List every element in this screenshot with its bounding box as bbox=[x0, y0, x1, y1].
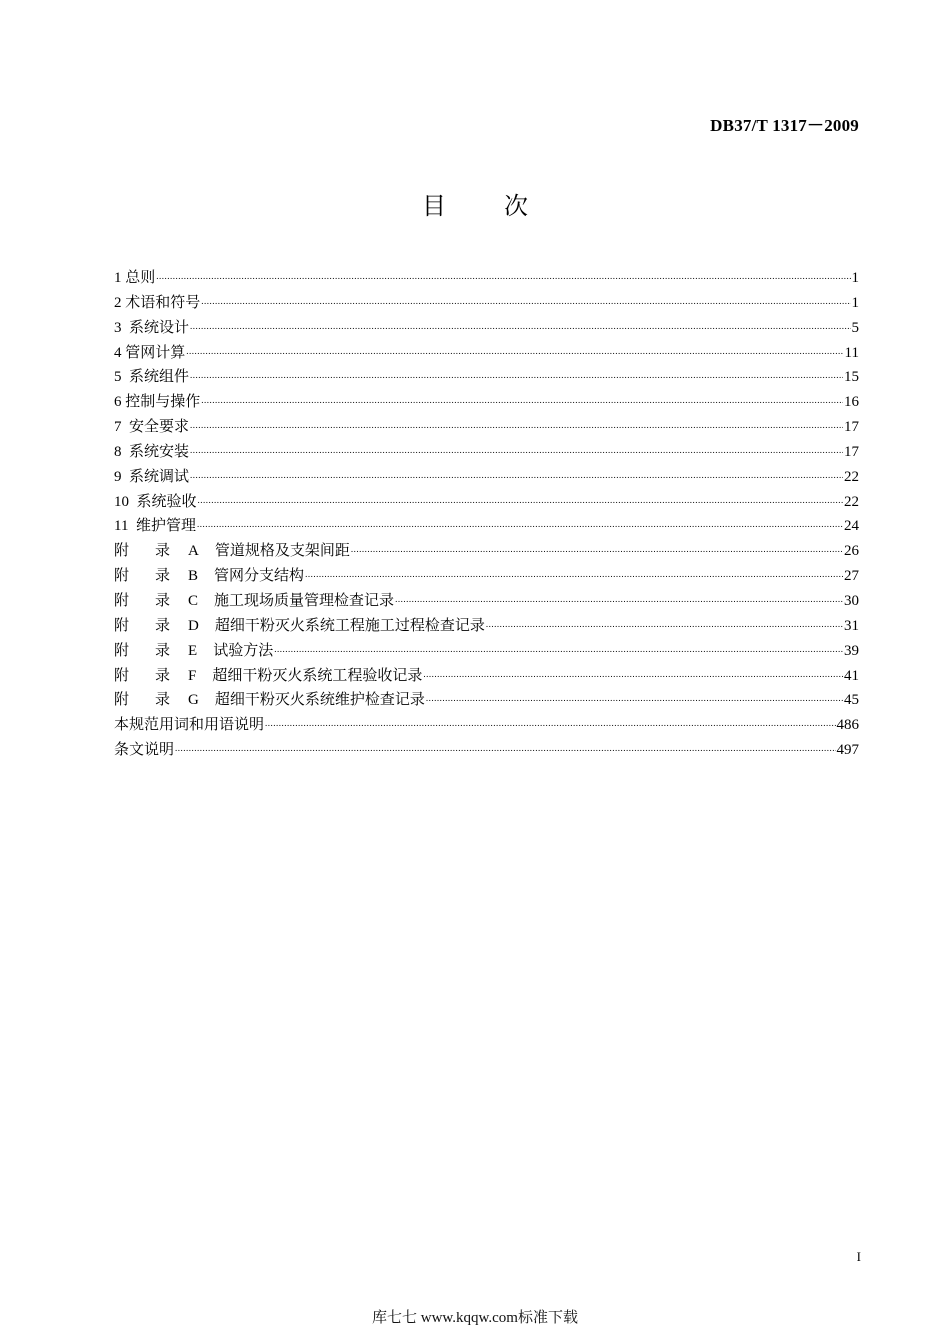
toc-page-number: 17 bbox=[844, 443, 859, 460]
leader-dots bbox=[265, 718, 835, 728]
toc-page-number: 41 bbox=[844, 667, 859, 684]
toc-label: 2 术语和符号 bbox=[114, 294, 201, 311]
leader-dots bbox=[190, 321, 850, 331]
toc-entry-1[interactable] bbox=[114, 266, 859, 291]
toc-label: 3 系统设计 bbox=[114, 319, 190, 336]
toc-page-number: 39 bbox=[844, 642, 859, 659]
toc-label: 本规范用词和用语说明 bbox=[114, 717, 265, 734]
toc-entry-4[interactable] bbox=[114, 341, 859, 366]
toc-page-number: 24 bbox=[844, 518, 859, 535]
toc-label: 附 录 E 试验方法 bbox=[114, 642, 274, 659]
leader-dots bbox=[201, 296, 850, 306]
toc-page-number: 27 bbox=[844, 568, 859, 585]
leader-dots bbox=[190, 370, 843, 380]
toc-label: 4 管网计算 bbox=[114, 344, 186, 361]
toc-page-number: 5 bbox=[851, 319, 859, 336]
title-char-2: 次 bbox=[504, 192, 528, 220]
toc-appendix-d[interactable] bbox=[114, 614, 859, 639]
toc-label: 7 安全要求 bbox=[114, 419, 190, 436]
toc-label: 6 控制与操作 bbox=[114, 394, 201, 411]
toc-appendix-g[interactable] bbox=[114, 688, 859, 713]
leader-dots bbox=[305, 569, 843, 579]
leader-dots bbox=[186, 346, 843, 356]
page-number: I bbox=[856, 1249, 861, 1264]
leader-dots bbox=[423, 669, 843, 679]
leader-dots bbox=[190, 470, 843, 480]
toc-appendix-e[interactable] bbox=[114, 639, 859, 664]
title-char-1: 目 bbox=[422, 192, 446, 220]
page-title bbox=[0, 186, 950, 221]
document-code: DB37/T 1317－2009 bbox=[710, 116, 859, 135]
leader-dots bbox=[197, 519, 843, 529]
toc-label: 9 系统调试 bbox=[114, 468, 190, 485]
toc-entry-6[interactable] bbox=[114, 390, 859, 415]
toc-label: 条文说明 bbox=[114, 742, 175, 759]
leader-dots bbox=[351, 544, 843, 554]
toc-label: 附 录 G 超细干粉灭火系统维护检查记录 bbox=[114, 692, 425, 709]
toc-page-number: 11 bbox=[844, 344, 859, 361]
toc-label: 附 录 D 超细干粉灭火系统工程施工过程检查记录 bbox=[114, 617, 485, 634]
toc-label: 附 录 A 管道规格及支架间距 bbox=[114, 543, 350, 560]
toc-label: 8 系统安装 bbox=[114, 443, 190, 460]
toc-page-number: 16 bbox=[844, 394, 859, 411]
leader-dots bbox=[201, 395, 843, 405]
toc-page-number: 26 bbox=[844, 543, 859, 560]
toc-entry-7[interactable] bbox=[114, 415, 859, 440]
leader-dots bbox=[156, 271, 850, 281]
toc-page-number: 497 bbox=[836, 742, 859, 759]
toc-wording-explanation[interactable] bbox=[114, 713, 859, 738]
leader-dots bbox=[426, 693, 843, 703]
toc-page-number: 30 bbox=[844, 592, 859, 609]
leader-dots bbox=[198, 495, 843, 505]
leader-dots bbox=[190, 420, 843, 430]
toc-page-number: 22 bbox=[844, 468, 859, 485]
toc-entry-10[interactable] bbox=[114, 490, 859, 515]
toc-label: 10 系统验收 bbox=[114, 493, 197, 510]
leader-dots bbox=[190, 445, 843, 455]
toc-page-number: 45 bbox=[844, 692, 859, 709]
toc-label: 1 总则 bbox=[114, 270, 156, 286]
toc-appendix-f[interactable] bbox=[114, 664, 859, 689]
toc-entry-11[interactable] bbox=[114, 514, 859, 539]
toc-page-number: 1 bbox=[851, 294, 859, 311]
toc-page-number: 31 bbox=[844, 617, 859, 634]
leader-dots bbox=[486, 619, 843, 629]
table-of-contents bbox=[114, 266, 859, 763]
toc-page-number: 1 bbox=[851, 270, 859, 286]
toc-page-number: 22 bbox=[844, 493, 859, 510]
toc-appendix-b[interactable] bbox=[114, 564, 859, 589]
toc-entry-5[interactable] bbox=[114, 365, 859, 390]
toc-label: 附 录 F 超细干粉灭火系统工程验收记录 bbox=[114, 667, 423, 684]
leader-dots bbox=[175, 743, 835, 753]
toc-page-number: 15 bbox=[844, 369, 859, 386]
toc-entry-2[interactable] bbox=[114, 291, 859, 316]
toc-label: 11 维护管理 bbox=[114, 518, 196, 535]
toc-entry-9[interactable] bbox=[114, 465, 859, 490]
toc-clause-explanation[interactable] bbox=[114, 738, 859, 763]
toc-appendix-c[interactable] bbox=[114, 589, 859, 614]
toc-entry-3[interactable] bbox=[114, 316, 859, 341]
toc-label: 附 录 B 管网分支结构 bbox=[114, 568, 305, 585]
toc-appendix-a[interactable] bbox=[114, 539, 859, 564]
leader-dots bbox=[274, 644, 843, 654]
toc-page-number: 486 bbox=[836, 717, 859, 734]
toc-label: 5 系统组件 bbox=[114, 369, 190, 386]
footer-watermark: 库七七 www.kqqw.com标准下载 bbox=[372, 1310, 578, 1326]
toc-entry-8[interactable] bbox=[114, 440, 859, 465]
toc-label: 附 录 C 施工现场质量管理检查记录 bbox=[114, 592, 395, 609]
leader-dots bbox=[395, 594, 843, 604]
toc-page-number: 17 bbox=[844, 419, 859, 436]
